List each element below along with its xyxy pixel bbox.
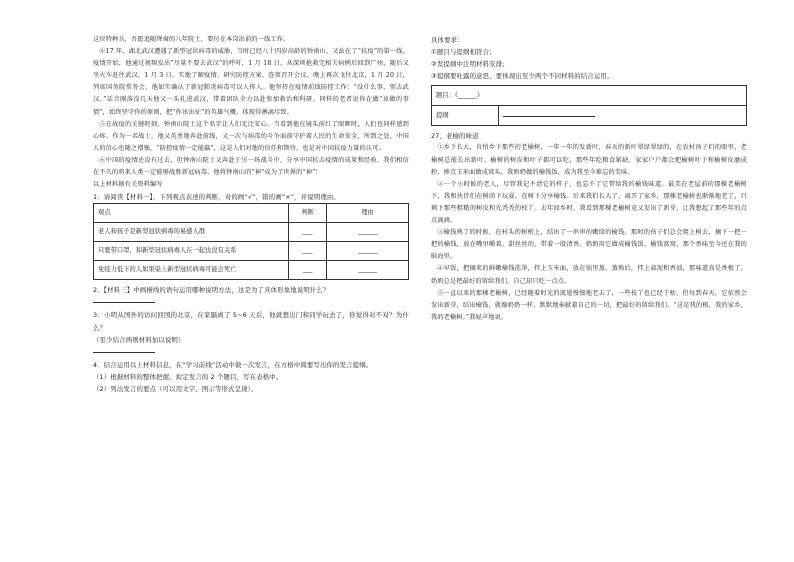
outline-row xyxy=(432,106,747,126)
essay-paragraph-1: ①乡下长大，肯怕乡下那些的老榆树，一年一年的发新叶，春天的新叶翠绿翠绿的，在农村孩子们的眼里，老榆树总能长出新叶。榆树的树皮和叶子都可以吃，那些年吃粮食紧缺，家家户户都会把榆树叶子和榆树皮磨成粉，掺点玉米面做成窝头。我奶奶做的榆钱饭，成为我至今难忘的美味。 xyxy=(431,144,747,176)
reason-blank[interactable]: ______ xyxy=(327,242,409,261)
outline-table xyxy=(431,85,747,126)
requirements-title: 具体要求： xyxy=(431,36,464,44)
essay-paragraph-5: ⑤一直以来的那棵老榆树，已经随着时光的流逝慢慢地老去了，一些枝丫也已经干枯。但每到春天，它依然会发出新芽，结出榆钱，就像奶奶一样，默默地奉献着自己的一切，把最好的留给我们。“这是我的根，我的家乡，我的老榆树。”我轻声地说。 xyxy=(431,289,747,321)
question-3-note: （至少结合两则材料加以说明） xyxy=(93,335,185,344)
essay-paragraph-2: ②一个小时候的老人，尽管我记不清它的样子，也忘不了它带给我的榆钱味道。最美在老屋前的那棵老榆树下，我和伙伴们在树荫下玩耍，在树下分享榆钱。后来我们长大了，离开了家乡，那棵老榆树也渐渐地老了，只剩下那些粗糙的树皮和光秃秃的枝丫。去年回乡时，我看到那棵老榆树竟又发出了新芽，让我想起了那些年的点点滴滴。 xyxy=(431,180,747,225)
topic-row xyxy=(432,86,747,106)
question-4-sub-1: （1）根据材料的整体把握，拟定发言的 2 个题目，写在表格中。 xyxy=(93,372,283,381)
question-4-sub-2: （2）列出发言的要点（可以用文字、图示等形式呈现）。 xyxy=(93,384,258,393)
intro-line: 这位特种兵，吾愿追随绛裔的八年院士，要付在本岗出前的一线工作。 xyxy=(93,36,290,43)
requirement-2: ②发提纲中注明材料安排； xyxy=(431,60,509,69)
paragraph-6: ⑥中国的疫情还没有过去，但钟南山院士又奔赴于另一场战斗中，分享中国抗击疫情的成果和经验，我们相信在不久的将来人类一定能够战胜新冠病毒，他将钟南山的“神”成为了世界的“神”！ xyxy=(93,156,409,177)
reason-blank[interactable]: ______ xyxy=(327,223,409,242)
essay-paragraph-3: ③榆钱熟了的时候，在村头的树梢上，结出了一串串的嫩绿的榆钱。那时的孩子们总会爬上树去，摘下一把一把的榆钱，放在嘴里嚼着，甜丝丝的，带着一股清香。奶奶用它做成榆钱饭、榆钱窝窝，那个香味至今还在我的脑海里。 xyxy=(431,229,747,261)
table-header: 理由 xyxy=(327,204,409,223)
outline-answer-cell[interactable] xyxy=(499,106,747,126)
topic-cell[interactable]: 题目：《______》 xyxy=(432,86,747,106)
question-27-title: 27、老榆的味道 xyxy=(431,132,479,141)
table-cell: 免疫力低下的人如果染上新型冠状病毒可能会死亡 xyxy=(94,261,289,280)
table-cell: 老人和孩子是新型冠状病毒的易感人群 xyxy=(94,223,289,242)
requirement-3: ③提纲要吐露的意思，要体现出至少两个不同材料的结合运用。 xyxy=(431,72,614,81)
judge-blank[interactable]: ___ xyxy=(289,261,327,280)
table-row xyxy=(94,261,409,280)
table-cell: 只要带口罩，和新型冠状病毒人在一起也没有关系 xyxy=(94,242,289,261)
table-header-row xyxy=(94,204,409,223)
judge-blank[interactable]: ___ xyxy=(289,242,327,261)
outline-label: 提纲 xyxy=(432,106,499,126)
judgement-table xyxy=(93,203,409,280)
judge-blank[interactable]: ___ xyxy=(289,223,327,242)
left-column xyxy=(93,34,409,395)
question-3: 3．小明从国外的访问回国的北京，在家隔离了 5~6 天后，他就想出门和同学玩去了，你觉得对不对？为什么？ xyxy=(93,311,409,332)
table-row xyxy=(94,223,409,242)
question-1: 1．请阅读【材料一】，下列观点表述的判断，对的画“√”，错的画“×”，并说明理由。 xyxy=(93,193,340,202)
essay-paragraph-4: ④早饭，把摘来的鲜嫩榆钱洗净，拌上玉米面，放在锅里蒸。蒸熟后，拌上蒜泥和香油，那味道真是香极了。奶奶总是把最好的留给我们，自己却只吃一点点。 xyxy=(431,265,747,285)
paragraph-5: ⑤在战疫的关键时刻，钟南山院士这个名字让人们无比安心。当看到他在镜头前红了眼眶时，人们也同样感到心疼。作为一名战士，他又英勇地奔赴前线，又一次与病毒的斗争面前守护着人民的生命安全，所到之处，中国人的信心也随之增强，“防控疫情一定能赢”，这是人们对他的信任和期待，也是对中国抗疫力量的认可。 xyxy=(93,120,409,152)
table-header: 判断 xyxy=(289,204,327,223)
right-column xyxy=(431,34,747,324)
table-row xyxy=(94,242,409,261)
paragraph-4: ④17 年，湖北武汉遭遇了新型冠状病毒的威胁，当时已经八十四岁高龄的钟南山，又站在了“抗疫”的第一线。疫情开始，他通过视频发出“尽量不要去武汉”的呼吁，1 月 18 日，从深圳抢救完相关病例后回到广州，随后又坐火车赶往武汉。1 月 3 日，实地了解疫情、研究防控方案、连夜召开会议、晚上再次飞往北京，1 月 20 日，列席国务院常务会，他如实确认了新冠肺炎病毒可以人传人。他坚持在疫情前线防控工作：“没什么事，别去武汉。”话音刚落没几天他又一头扎进武汉，带着团队全力以赴参加救治和科研。同样的老者说你在做“该做的事情”，始终坚守你的原则，把“你该出征”的英雄气概，体现得淋漓尽致。 xyxy=(93,48,409,116)
answer-line-2[interactable] xyxy=(93,302,155,303)
requirement-1: ①题目与提纲相符合； xyxy=(431,48,496,57)
source-note: 以上材料据有关资料编写 xyxy=(93,181,163,189)
question-2: 2．【材料三】中画横线的语句运用哪种说明方法，这是为了具体形象地说明什么？ xyxy=(93,286,330,295)
question-4: 4．结合运用以上材料信息，在“学习前线”活动中做一次发言，在方格中简要写出你的发言提纲。 xyxy=(93,360,373,369)
table-header: 观点 xyxy=(94,204,289,223)
reason-blank[interactable]: ______ xyxy=(327,261,409,280)
answer-line-3[interactable] xyxy=(93,352,155,353)
